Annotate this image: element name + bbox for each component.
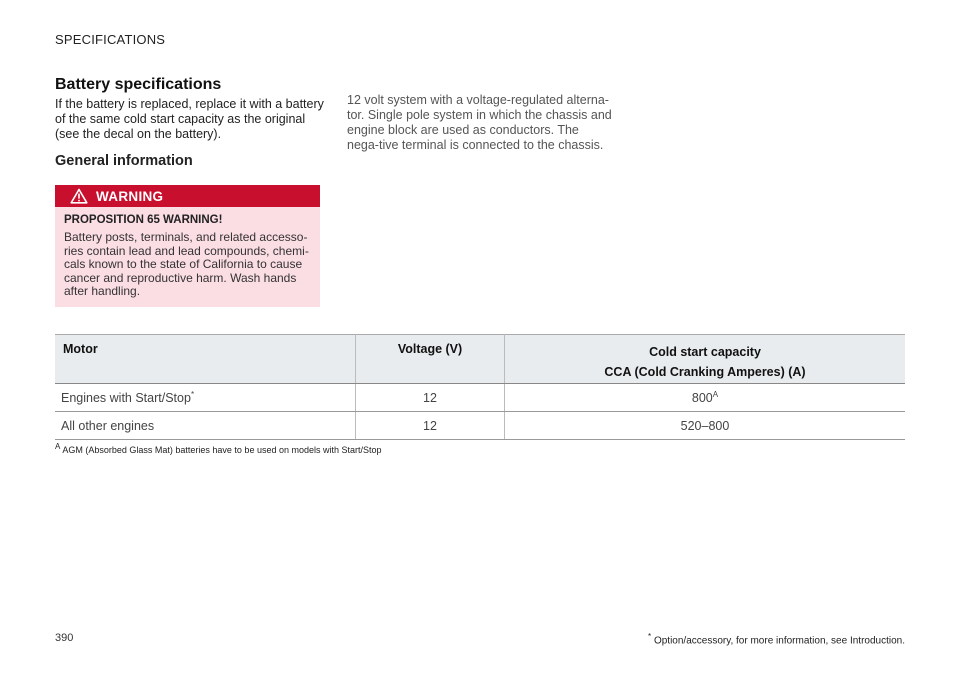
cell-voltage: 12 — [356, 384, 505, 412]
header-motor: Motor — [55, 335, 356, 384]
table-row — [55, 384, 905, 412]
page-number: 390 — [55, 632, 74, 644]
cell-motor: All other engines — [55, 412, 356, 440]
cell-capacity: 520–800 — [505, 412, 906, 440]
section-header: SPECIFICATIONS — [55, 32, 166, 47]
system-description: 12 volt system with a voltage-regulated alterna-tor. Single pole system in which the chassis and engine block are used as conductors. The nega-tive terminal is connected to the chassis. — [347, 93, 612, 152]
warning-title: WARNING — [96, 188, 164, 204]
table-footnote — [55, 442, 382, 455]
cell-motor — [55, 384, 356, 412]
warning-triangle-icon — [70, 188, 88, 204]
footnote-marker: A — [712, 389, 719, 399]
header-capacity-line1: Cold start capacity — [649, 345, 761, 359]
footnote-text: AGM (Absorbed Glass Mat) batteries have to be used on models with Start/Stop — [62, 445, 382, 455]
option-footnote-text: Option/accessory, for more information, see Introduction. — [653, 635, 905, 647]
table-row — [55, 412, 905, 440]
option-footnote-mark: * — [648, 632, 652, 641]
motor-text: Engines with Start/Stop — [61, 391, 191, 406]
option-footnote — [648, 632, 905, 646]
battery-spec-table — [55, 334, 905, 440]
warning-subtitle: PROPOSITION 65 WARNING! — [64, 214, 223, 226]
intro-paragraph: If the battery is replaced, replace it with a battery of the same cold start capacity as the original (see the decal on the battery). — [55, 97, 324, 141]
warning-body: Battery posts, terminals, and related accesso-ries contain lead and lead compounds, chemi-cals known to the state of California to cause cancer and reproductive harm. Wash hands after handling. — [64, 230, 309, 298]
option-marker: * — [190, 389, 195, 399]
header-voltage: Voltage (V) — [356, 335, 505, 384]
footnote-mark: A — [55, 442, 61, 451]
header-capacity-line2: CCA (Cold Cranking Amperes) (A) — [604, 365, 806, 379]
subheading-general-information: General information — [55, 153, 193, 169]
page-title: Battery specifications — [55, 76, 222, 93]
capacity-text: 800 — [691, 391, 713, 406]
warning-box — [55, 185, 320, 307]
header-capacity — [505, 335, 906, 384]
warning-header — [55, 185, 320, 207]
cell-voltage: 12 — [356, 412, 505, 440]
table-header-row — [55, 335, 905, 384]
cell-capacity — [505, 384, 906, 412]
